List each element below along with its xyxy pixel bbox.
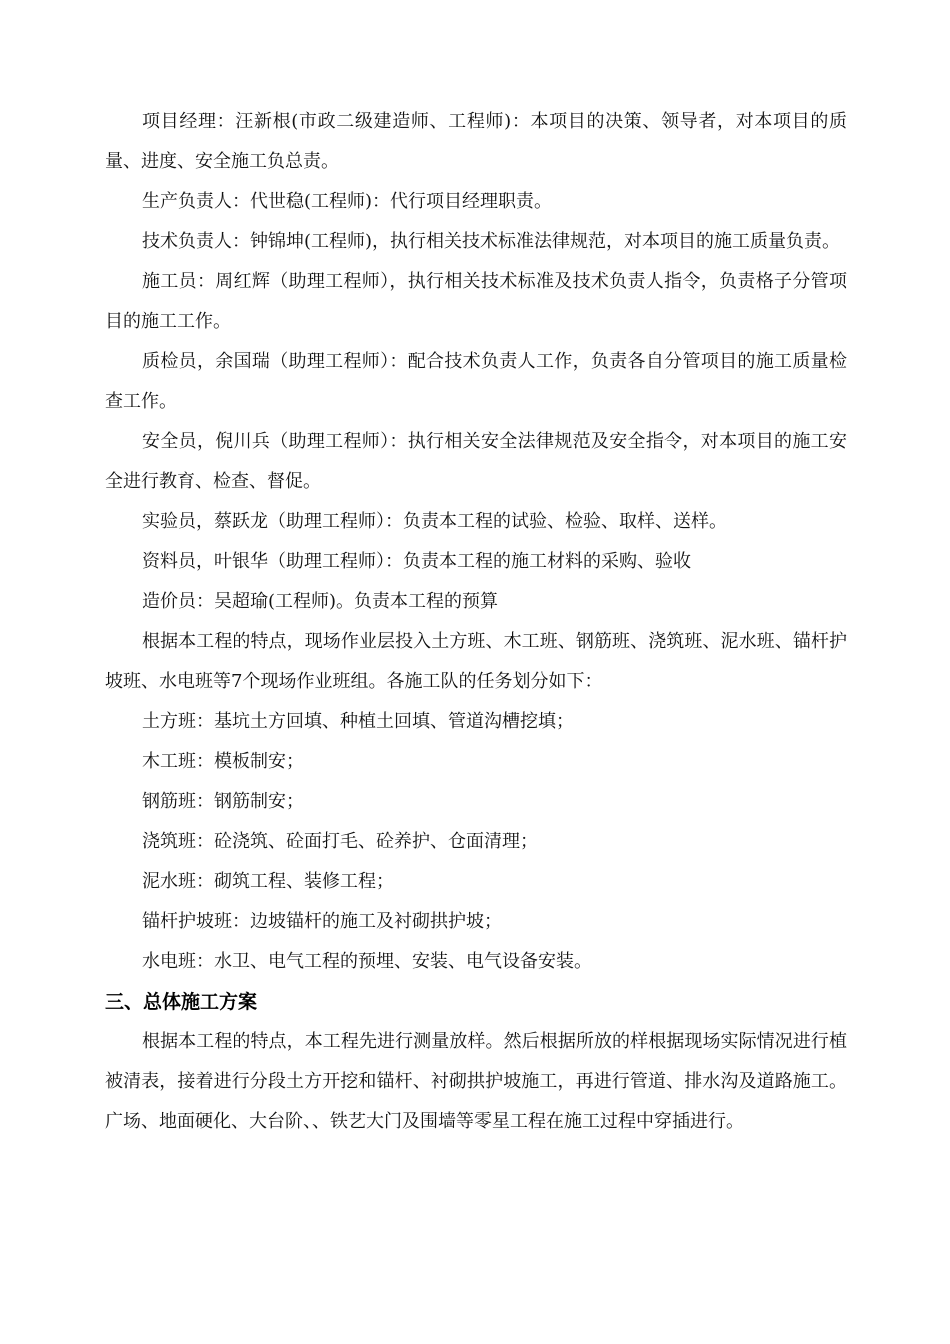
team-carpentry: 木工班：模板制安； — [142, 751, 304, 772]
team-anchor-slope: 锚杆护坡班：边坡锚杆的施工及衬砌拱护坡； — [142, 911, 502, 932]
staff-cost-estimator: 造价员：吴超瑜(工程师)。负责本工程的预算 — [142, 591, 499, 612]
staff-construction-officer: 施工员：周红辉（助理工程师），执行相关技术标准及技术负责人指令，负责格子分管项目的施工工作。 — [105, 271, 847, 332]
team-masonry: 泥水班：砌筑工程、装修工程； — [142, 871, 394, 892]
staff-technical-lead: 技术负责人：钟锦坤(工程师)，执行相关技术标准法律规范，对本项目的施工质量负责。 — [142, 231, 841, 252]
staff-production-lead: 生产负责人：代世稳(工程师)：代行项目经理职责。 — [142, 191, 553, 212]
staff-safety-officer: 安全员，倪川兵（助理工程师）：执行相关安全法律规范及安全指令，对本项目的施工安全进行教育、检查、督促。 — [105, 431, 847, 492]
staff-quality-inspector: 质检员，余国瑞（助理工程师）：配合技术负责人工作，负责各自分管项目的施工质量检查工作。 — [105, 351, 847, 412]
staff-documentation-officer: 资料员，叶银华（助理工程师）：负责本工程的施工材料的采购、验收 — [142, 551, 691, 572]
teams-intro: 根据本工程的特点，现场作业层投入土方班、木工班、钢筋班、浇筑班、泥水班、锚杆护坡班、水电班等7个现场作业班组。各施工队的任务划分如下： — [105, 631, 847, 692]
team-plumbing-electrical: 水电班：水卫、电气工程的预埋、安装、电气设备安装。 — [142, 951, 592, 972]
document-body — [105, 102, 847, 1142]
team-pouring: 浇筑班：砼浇筑、砼面打毛、砼养护、仓面清理； — [142, 831, 538, 852]
team-rebar: 钢筋班：钢筋制安； — [142, 791, 304, 812]
staff-lab-technician: 实验员，蔡跃龙（助理工程师）：负责本工程的试验、检验、取样、送样。 — [142, 511, 727, 532]
section-heading: 三、总体施工方案 — [105, 991, 258, 1013]
team-earthwork: 土方班：基坑土方回填、种植土回填、管道沟槽挖填； — [142, 711, 574, 732]
staff-project-manager: 项目经理：汪新根(市政二级建造师、工程师)：本项目的决策、领导者，对本项目的质量、进度、安全施工负总责。 — [105, 111, 847, 172]
section-body: 根据本工程的特点，本工程先进行测量放样。然后根据所放的样根据现场实际情况进行植被清表，接着进行分段土方开挖和锚杆、衬砌拱护坡施工，再进行管道、排水沟及道路施工。广场、地面硬化、大台阶、、铁艺大门及围墙等零星工程在施工过程中穿插进行。 — [105, 1031, 847, 1132]
